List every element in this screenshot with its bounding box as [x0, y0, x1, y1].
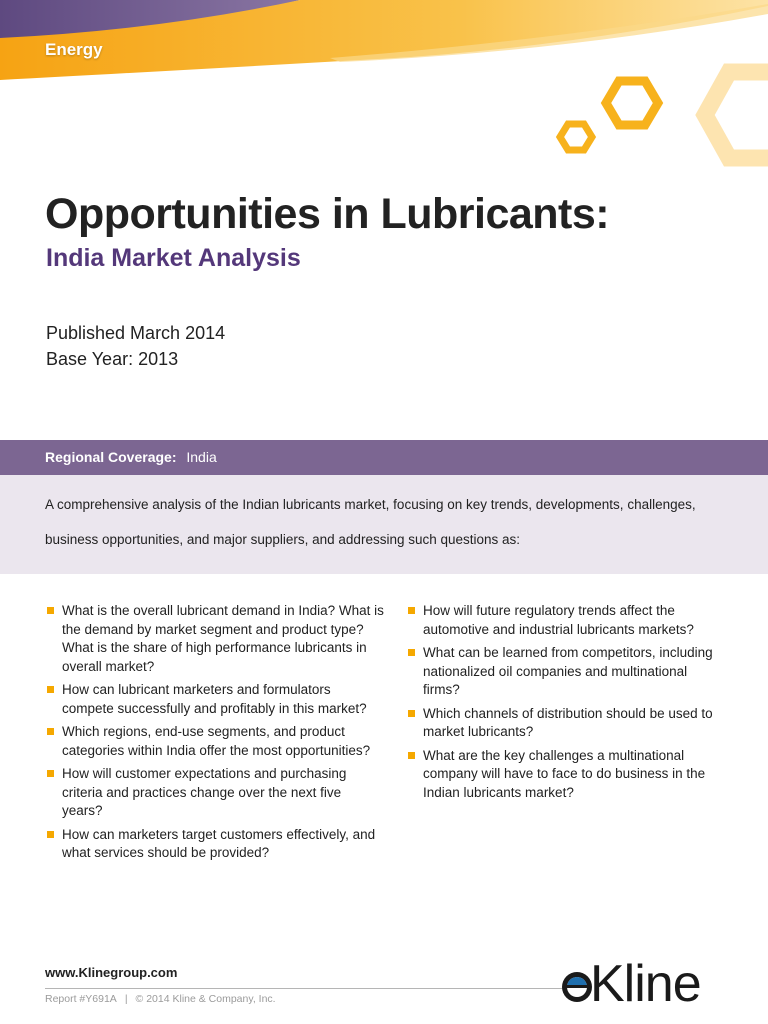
category-label: Energy — [45, 40, 103, 59]
bullet-icon — [408, 649, 415, 656]
question-text: How will customer expectations and purchasing criteria and practices change over the next five years? — [62, 766, 347, 818]
list-item — [45, 765, 385, 821]
hexagon-small-icon — [560, 124, 592, 150]
coverage-value: India — [186, 449, 217, 465]
bullet-icon — [408, 607, 415, 614]
bullet-icon — [47, 831, 54, 838]
question-text: How will future regulatory trends affect the automotive and industrial lubricants markets? — [423, 603, 694, 637]
publication-info — [46, 320, 225, 372]
regional-coverage-band — [0, 440, 768, 475]
footer-separator: | — [124, 993, 128, 1005]
bullet-icon — [47, 607, 54, 614]
report-info — [45, 993, 276, 1005]
page-title: Opportunities in Lubricants: — [45, 190, 610, 238]
bullet-icon — [408, 710, 415, 717]
question-text: How can marketers target customers effectively, and what services should be provided? — [62, 826, 376, 860]
list-item — [406, 747, 726, 803]
intro-text: A comprehensive analysis of the Indian lubricants market, focusing on key trends, developments, challenges, business opportunities, and major suppliers, and addressing such questions as: — [45, 497, 696, 547]
website-link[interactable]: www.Klinegroup.com — [45, 965, 178, 980]
list-item — [406, 644, 726, 700]
intro-section — [0, 475, 768, 574]
question-text: Which channels of distribution should be used to market lubricants? — [423, 705, 713, 739]
base-year: Base Year: 2013 — [46, 349, 179, 369]
question-text: What can be learned from competitors, including nationalized oil companies and multinational firms? — [423, 645, 713, 697]
bullet-icon — [47, 686, 54, 693]
questions-list-left — [45, 602, 385, 868]
list-item — [406, 705, 726, 742]
footer-divider — [45, 988, 565, 989]
list-item — [406, 602, 726, 639]
bullet-icon — [408, 752, 415, 759]
logo-wordmark: Kline — [590, 955, 701, 1013]
hexagon-faded-icon — [705, 72, 768, 158]
page-subtitle: India Market Analysis — [46, 244, 301, 272]
question-text: Which regions, end-use segments, and product categories within India offer the most opportunities? — [62, 724, 371, 758]
list-item — [45, 602, 385, 676]
copyright-text: © 2014 Kline & Company, Inc. — [135, 993, 276, 1005]
list-item — [45, 681, 385, 718]
list-item — [45, 723, 385, 760]
question-text: What are the key challenges a multinational company will have to face to do business in the Indian lubricants market? — [423, 747, 706, 800]
coverage-label: Regional Coverage: — [45, 449, 177, 465]
bullet-icon — [47, 770, 54, 777]
header-wave-graphic — [0, 0, 768, 210]
list-item — [45, 826, 385, 863]
question-text: What is the overall lubricant demand in India? What is the demand by market segment and product type? What is the share of high performance lubricants in overall market? — [62, 603, 384, 674]
published-date: Published March 2014 — [46, 323, 226, 343]
report-number: Report #Y691A — [45, 993, 117, 1005]
question-text: How can lubricant marketers and formulators compete successfully and profitably in this market? — [62, 682, 367, 716]
questions-list-right — [406, 602, 726, 807]
bullet-icon — [47, 728, 54, 735]
hexagon-large-icon — [606, 81, 658, 125]
